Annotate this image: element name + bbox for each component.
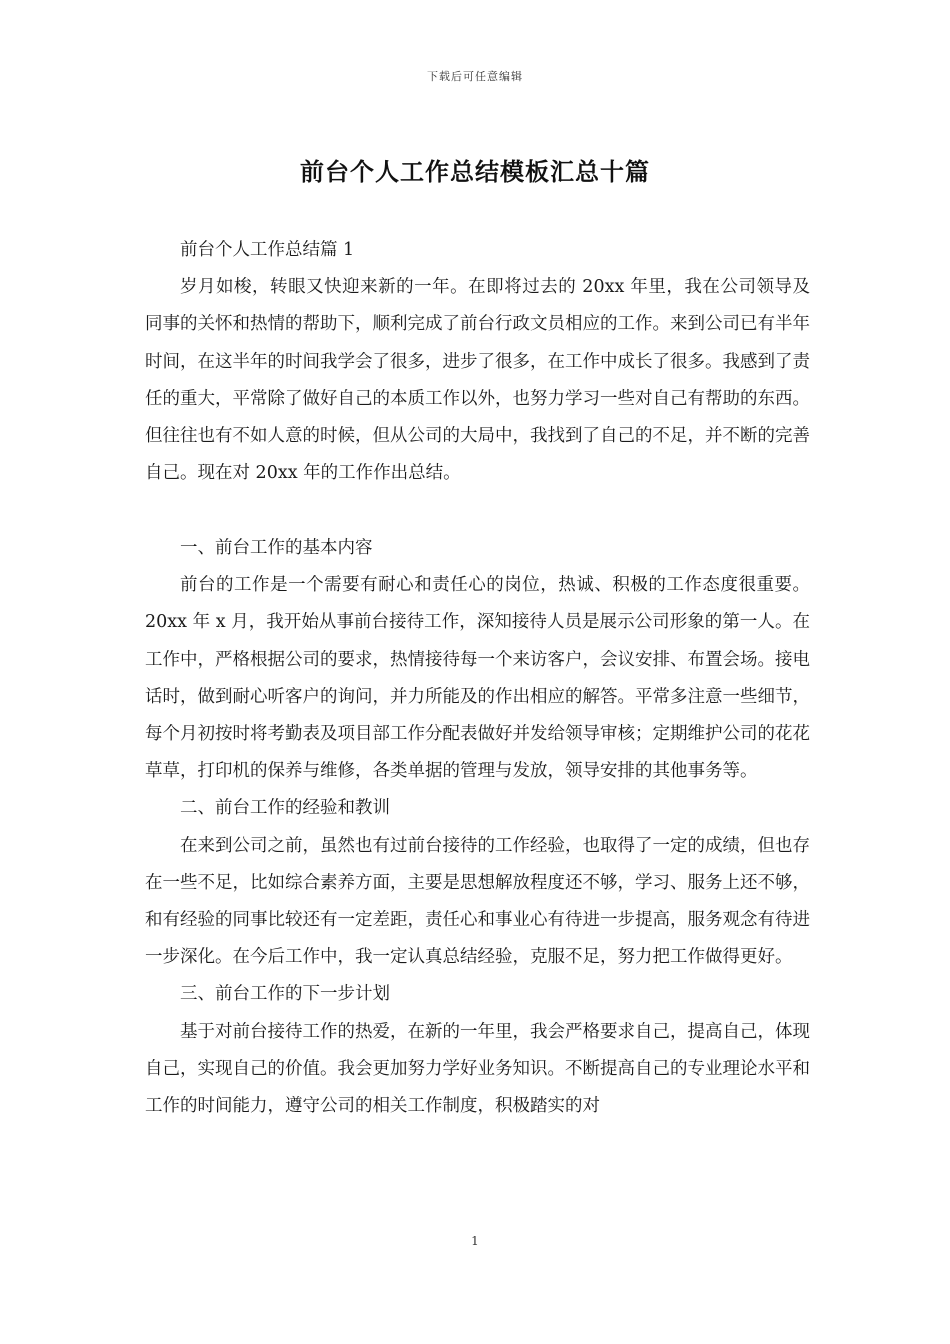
sections-body [145,530,810,1125]
page-number: 1 [471,1234,479,1248]
article-body [145,232,810,492]
article-heading: 前台个人工作总结篇 1 [180,240,355,260]
section3-paragraph: 基于对前台接待工作的热爱，在新的一年里，我会严格要求自己，提高自己，体现自己，实现自己的价值。我会更加努力学好业务知识。不断提高自己的专业理论水平和工作的时间能力，遵守公司的相关工作制度，积极踏实的对 [145,1021,810,1117]
section1-paragraph: 前台的工作是一个需要有耐心和责任心的岗位，热诚、积极的工作态度很重要。20xx 年 x 月，我开始从事前台接待工作，深知接待人员是展示公司形象的第一人。在工作中，严格根据公司的要求，热情接待每一个来访客户，会议安排、布置会场。接电话时，做到耐心听客户的询问，并力所能及的作出相应的解答。平常多注意一些细节，每个月初按时将考勤表及项目部工作分配表做好并发给领导审核；定期维护公司的花花草草，打印机的保养与维修，各类单据的管理与发放，领导安排的其他事务等。 [145,575,810,782]
section1-heading: 一、前台工作的基本内容 [180,538,373,558]
intro-paragraph: 岁月如梭，转眼又快迎来新的一年。在即将过去的 20xx 年里，我在公司领导及同事的关怀和热情的帮助下，顺利完成了前台行政文员相应的工作。来到公司已有半年时间，在这半年的时间我学会了很多，进步了很多，在工作中成长了很多。我感到了责任的重大，平常除了做好自己的本质工作以外，也努力学习一些对自己有帮助的东西。但往往也有不如人意的时候，但从公司的大局中，我找到了自己的不足，并不断的完善自己。现在对 20xx 年的工作作出总结。 [145,277,810,484]
section3-heading: 三、前台工作的下一步计划 [180,984,390,1005]
header-note: 下载后可任意编辑 [427,70,523,83]
section2-heading: 二、前台工作的经验和教训 [180,798,390,819]
section2-paragraph: 在来到公司之前，虽然也有过前台接待的工作经验，也取得了一定的成绩，但也存在一些不足，比如综合素养方面，主要是思想解放程度还不够，学习、服务上还不够，和有经验的同事比较还有一定差距，责任心和事业心有待进一步提高，服务观念有待进一步深化。在今后工作中，我一定认真总结经验，克服不足，努力把工作做得更好。 [145,835,810,968]
document-title: 前台个人工作总结模板汇总十篇 [300,157,650,186]
